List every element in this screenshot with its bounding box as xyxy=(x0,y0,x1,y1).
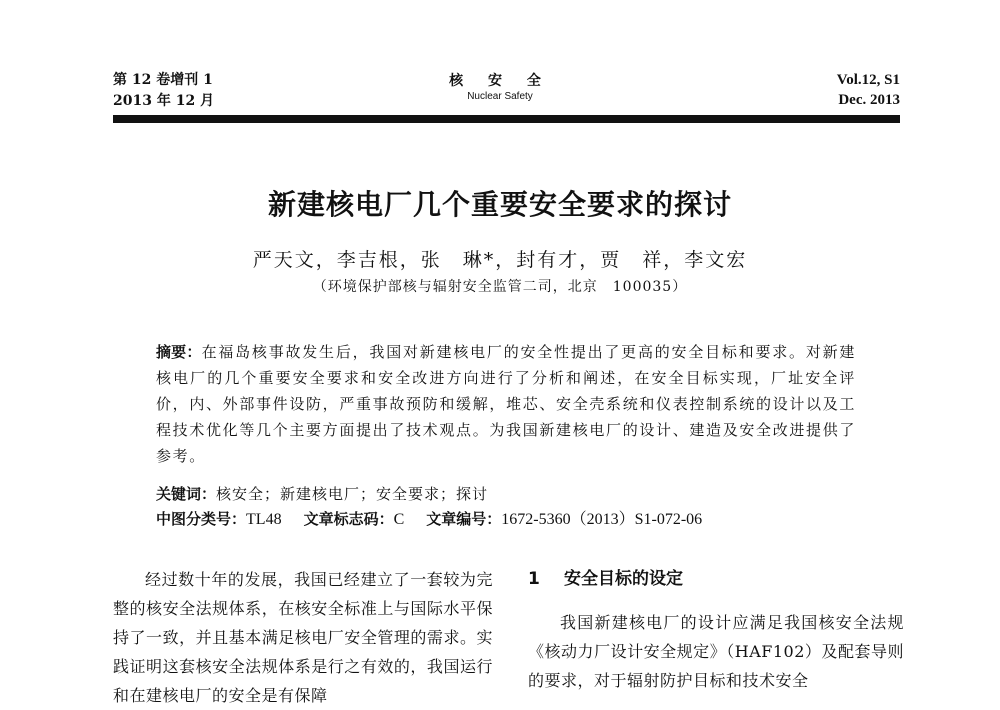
classification-line xyxy=(156,508,724,531)
date-en: Dec. 2013 xyxy=(838,92,900,108)
body-left-column: 经过数十年的发展，我国已经建立了一套较为完整的核安全法规体系，在核安全标准上与国际水平保持了一致，并且基本满足核电厂安全管理的需求。实践证明这套核安全法规体系是行之有效的，我国运行和在建核电厂的安全是有保障 xyxy=(113,570,493,705)
body-right-column: 我国新建核电厂的设计应满足我国核安全法规《核动力厂设计安全规定》（HAF102）及配套导则的要求，对于辐射防护目标和技术安全 xyxy=(528,613,904,690)
volume-en: Vol.12, S1 xyxy=(836,72,900,88)
keywords-label: 关键词： xyxy=(156,485,217,503)
article-no-value: 1672-5360（2013）S1-072-06 xyxy=(501,511,703,528)
journal-name-en: Nuclear Safety xyxy=(467,91,533,102)
clc-value: TL48 xyxy=(246,511,282,528)
doc-code-value: C xyxy=(393,511,405,528)
abstract xyxy=(156,339,856,469)
section-heading xyxy=(528,565,683,594)
header-rule xyxy=(113,115,900,123)
section-number: 1 xyxy=(528,569,540,589)
article-no-label: 文章编号： xyxy=(426,510,502,528)
journal-name-cn: 核 安 全 xyxy=(449,73,551,89)
keywords-text: 核安全；新建核电厂；安全要求；探讨 xyxy=(216,485,489,503)
date-cn: 2013 年 12 月 xyxy=(113,93,215,109)
article-title: 新建核电厂几个重要安全要求的探讨 xyxy=(267,188,732,221)
section-title: 安全目标的设定 xyxy=(564,569,683,589)
abstract-label: 摘要： xyxy=(156,343,202,361)
volume-cn: 第 12 卷增刊 1 xyxy=(113,72,213,88)
abstract-text: 在福岛核事故发生后，我国对新建核电厂的安全性提出了更高的安全目标和要求。对新建核电厂的几个重要安全要求和安全改进方向进行了分析和阐述，在安全目标实现，厂址安全评价，内、外部事件设防，严重事故预防和缓解，堆芯、安全壳系统和仪表控制系统的设计以及工程技术优化等几个主要方面提出了技术观点。为我国新建核电厂的设计、建造及安全改进提供了参考。 xyxy=(156,343,856,465)
doc-code-label: 文章标志码： xyxy=(303,510,394,528)
clc-label: 中图分类号： xyxy=(156,510,247,528)
keywords xyxy=(156,483,488,505)
article-authors: 严天文，李吉根，张 琳*，封有才，贾 祥，李文宏 xyxy=(252,249,748,271)
header-volume-date-en xyxy=(837,70,900,110)
article-affiliation: （环境保护部核与辐射安全监管二司，北京 100035） xyxy=(312,279,688,295)
